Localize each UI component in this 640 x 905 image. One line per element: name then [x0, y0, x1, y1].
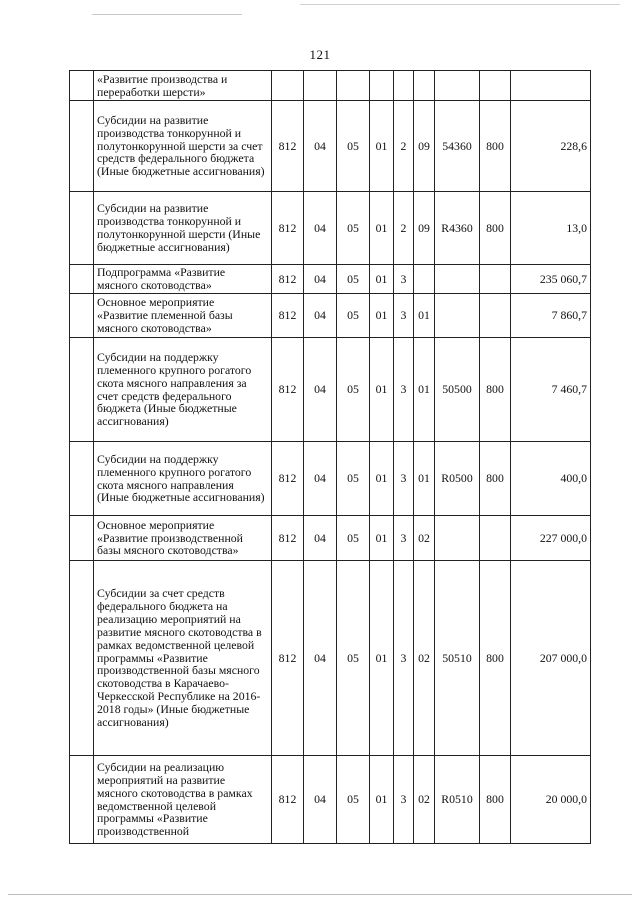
table-row [70, 338, 591, 442]
subprogram-code: 2 [394, 101, 414, 192]
section-code: 04 [304, 516, 337, 561]
expense-type-code [480, 294, 511, 338]
subsection-code: 05 [337, 101, 370, 192]
subsection-code: 05 [337, 516, 370, 561]
item-name: Субсидии на реализацию мероприятий на развитие мясного скотоводства в рамках ведомственной целевой программы «Развитие производственной [94, 756, 272, 844]
section-code: 04 [304, 192, 337, 265]
scan-artifact [92, 14, 242, 15]
table-row [70, 265, 591, 294]
table-row [70, 71, 591, 101]
subsection-code [337, 71, 370, 101]
program-code: 01 [370, 294, 394, 338]
subprogram-code: 3 [394, 265, 414, 294]
section-code: 04 [304, 756, 337, 844]
subsection-code: 05 [337, 338, 370, 442]
page-number: 121 [309, 47, 331, 62]
direction-code [435, 294, 480, 338]
ved-code: 812 [272, 756, 304, 844]
amount: 235 060,7 [511, 265, 591, 294]
table-row [70, 442, 591, 516]
amount: 227 000,0 [511, 516, 591, 561]
activity-code: 02 [414, 756, 435, 844]
table-row [70, 294, 591, 338]
subprogram-code: 3 [394, 338, 414, 442]
ved-code: 812 [272, 294, 304, 338]
activity-code: 02 [414, 561, 435, 756]
expense-type-code: 800 [480, 561, 511, 756]
table-row [70, 516, 591, 561]
row-number-cell [70, 192, 94, 265]
amount: 7 460,7 [511, 338, 591, 442]
section-code: 04 [304, 101, 337, 192]
row-number-cell [70, 265, 94, 294]
amount: 400,0 [511, 442, 591, 516]
subsection-code: 05 [337, 561, 370, 756]
amount: 13,0 [511, 192, 591, 265]
item-name: «Развитие производства и переработки шерсти» [94, 71, 272, 101]
table-body [70, 71, 591, 844]
activity-code: 09 [414, 192, 435, 265]
section-code: 04 [304, 294, 337, 338]
section-code: 04 [304, 561, 337, 756]
row-number-cell [70, 294, 94, 338]
activity-code: 09 [414, 101, 435, 192]
budget-table [69, 70, 591, 844]
program-code: 01 [370, 516, 394, 561]
item-name: Основное мероприятие «Развитие производственной базы мясного скотоводства» [94, 516, 272, 561]
activity-code [414, 71, 435, 101]
row-number-cell [70, 71, 94, 101]
section-code: 04 [304, 442, 337, 516]
item-name: Субсидии на развитие производства тонкорунной и полутонкорунной шерсти за счет средств федерального бюджета (Иные бюджетные ассигнования) [94, 101, 272, 192]
section-code: 04 [304, 338, 337, 442]
ved-code: 812 [272, 338, 304, 442]
direction-code: 50510 [435, 561, 480, 756]
program-code: 01 [370, 561, 394, 756]
activity-code: 01 [414, 442, 435, 516]
direction-code [435, 265, 480, 294]
direction-code: 54360 [435, 101, 480, 192]
scan-artifact [300, 4, 620, 5]
ved-code: 812 [272, 265, 304, 294]
activity-code: 01 [414, 294, 435, 338]
table-row [70, 561, 591, 756]
section-code [304, 71, 337, 101]
subprogram-code: 3 [394, 294, 414, 338]
direction-code: R0500 [435, 442, 480, 516]
item-name: Субсидии на поддержку племенного крупного рогатого скота мясного направления (Иные бюджетные ассигнования) [94, 442, 272, 516]
table-row [70, 101, 591, 192]
direction-code: R4360 [435, 192, 480, 265]
row-number-cell [70, 338, 94, 442]
program-code: 01 [370, 101, 394, 192]
activity-code [414, 265, 435, 294]
subprogram-code: 3 [394, 756, 414, 844]
program-code: 01 [370, 338, 394, 442]
ved-code [272, 71, 304, 101]
expense-type-code: 800 [480, 442, 511, 516]
row-number-cell [70, 561, 94, 756]
expense-type-code: 800 [480, 338, 511, 442]
row-number-cell [70, 756, 94, 844]
expense-type-code [480, 516, 511, 561]
table-row [70, 192, 591, 265]
amount: 20 000,0 [511, 756, 591, 844]
item-name: Субсидии за счет средств федерального бюджета на реализацию мероприятий на развитие мясного скотоводства в рамках ведомственной целевой программы «Развитие производственной базы мясного скотоводства в Карачаево-Черкесской Республике на 2016-2018 годы» (Иные бюджетные ассигнования) [94, 561, 272, 756]
item-name: Подпрограмма «Развитие мясного скотоводства» [94, 265, 272, 294]
direction-code: 50500 [435, 338, 480, 442]
item-name: Субсидии на развитие производства тонкорунной и полутонкорунной шерсти (Иные бюджетные ассигнования) [94, 192, 272, 265]
ved-code: 812 [272, 516, 304, 561]
table-row [70, 756, 591, 844]
direction-code [435, 71, 480, 101]
expense-type-code [480, 71, 511, 101]
ved-code: 812 [272, 561, 304, 756]
ved-code: 812 [272, 101, 304, 192]
expense-type-code: 800 [480, 192, 511, 265]
subsection-code: 05 [337, 442, 370, 516]
subprogram-code: 3 [394, 516, 414, 561]
expense-type-code: 800 [480, 101, 511, 192]
row-number-cell [70, 442, 94, 516]
activity-code: 02 [414, 516, 435, 561]
expense-type-code: 800 [480, 756, 511, 844]
direction-code: R0510 [435, 756, 480, 844]
ved-code: 812 [272, 442, 304, 516]
subprogram-code: 2 [394, 192, 414, 265]
program-code: 01 [370, 442, 394, 516]
amount: 228,6 [511, 101, 591, 192]
subprogram-code [394, 71, 414, 101]
amount: 7 860,7 [511, 294, 591, 338]
section-code: 04 [304, 265, 337, 294]
row-number-cell [70, 516, 94, 561]
activity-code: 01 [414, 338, 435, 442]
program-code: 01 [370, 756, 394, 844]
row-number-cell [70, 101, 94, 192]
program-code: 01 [370, 192, 394, 265]
subsection-code: 05 [337, 265, 370, 294]
direction-code [435, 516, 480, 561]
item-name: Основное мероприятие «Развитие племенной базы мясного скотоводства» [94, 294, 272, 338]
subprogram-code: 3 [394, 442, 414, 516]
amount: 207 000,0 [511, 561, 591, 756]
ved-code: 812 [272, 192, 304, 265]
amount [511, 71, 591, 101]
expense-type-code [480, 265, 511, 294]
scan-edge-line [8, 894, 632, 895]
subsection-code: 05 [337, 192, 370, 265]
program-code: 01 [370, 265, 394, 294]
program-code [370, 71, 394, 101]
subsection-code: 05 [337, 756, 370, 844]
subprogram-code: 3 [394, 561, 414, 756]
subsection-code: 05 [337, 294, 370, 338]
item-name: Субсидии на поддержку племенного крупного рогатого скота мясного направления за счет средств федерального бюджета (Иные бюджетные ассигнования) [94, 338, 272, 442]
